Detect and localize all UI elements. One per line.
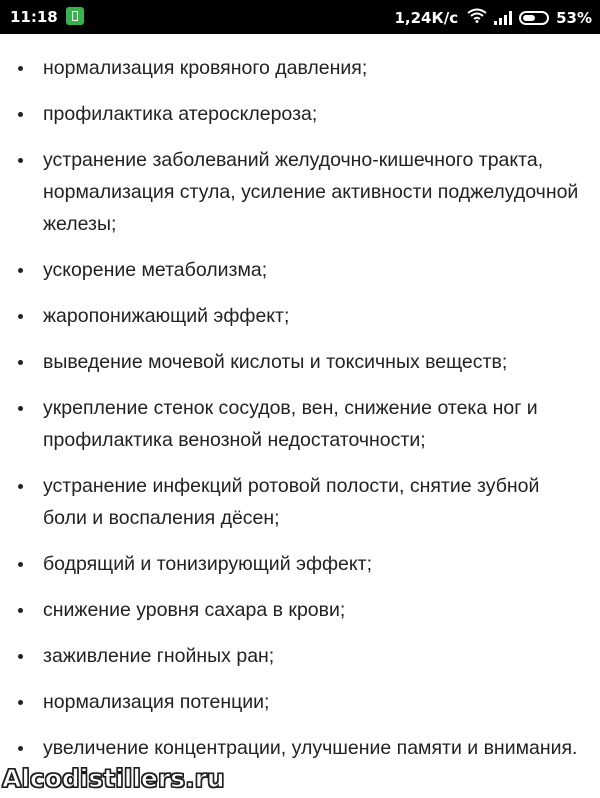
bullet-icon: [18, 112, 23, 117]
clock: 11:18: [10, 8, 58, 26]
article-content: [0, 52, 600, 778]
list-item: [0, 470, 600, 534]
bullet-icon: [18, 746, 23, 751]
list-item-text: устранение инфекций ротовой полости, снятие зубной боли и воспаления дёсен;: [43, 475, 540, 529]
list-item-text: жаропонижающий эффект;: [43, 305, 290, 327]
list-item-text: укрепление стенок сосудов, вен, снижение отека ног и профилактика венозной недостаточности;: [43, 397, 538, 451]
status-left: [10, 8, 84, 26]
bullet-icon: [18, 700, 23, 705]
bullet-icon: [18, 484, 23, 489]
list-item-text: нормализация кровяного давления;: [43, 57, 368, 79]
list-item: [0, 392, 600, 456]
list-item-text: снижение уровня сахара в крови;: [43, 599, 346, 621]
list-item-text: выведение мочевой кислоты и токсичных веществ;: [43, 351, 508, 373]
battery-icon: [519, 11, 549, 25]
bullet-icon: [18, 158, 23, 163]
list-item: [0, 98, 600, 130]
bullet-icon: [18, 360, 23, 365]
list-item-text: нормализация потенции;: [43, 691, 270, 713]
list-item: [0, 594, 600, 626]
list-item: [0, 686, 600, 718]
list-item: [0, 144, 600, 240]
status-right: [394, 8, 592, 27]
list-item: [0, 548, 600, 580]
list-item-text: устранение заболеваний желудочно-кишечного тракта, нормализация стула, усиление активности поджелудочной железы;: [43, 149, 579, 235]
list-item-text: бодрящий и тонизирующий эффект;: [43, 553, 372, 575]
list-item: [0, 640, 600, 672]
list-item: [0, 346, 600, 378]
bullet-icon: [18, 66, 23, 71]
list-item-text: профилактика атеросклероза;: [43, 103, 318, 125]
list-item: [0, 254, 600, 286]
bullet-icon: [18, 268, 23, 273]
battery-saver-icon: [66, 7, 84, 25]
watermark: Alcodistillers.ru: [2, 764, 225, 793]
list-item-text: заживление гнойных ран;: [43, 645, 275, 667]
battery-fill: [523, 15, 535, 21]
bullet-icon: [18, 654, 23, 659]
list-item-text: увеличение концентрации, улучшение памяти и внимания.: [43, 737, 578, 759]
bullet-icon: [18, 314, 23, 319]
list-item-text: ускорение метаболизма;: [43, 259, 268, 281]
signal-icon: [494, 11, 512, 25]
list-item: [0, 732, 600, 764]
bullet-icon: [18, 608, 23, 613]
network-speed: 1,24К/с: [394, 8, 459, 27]
bullet-icon: [18, 406, 23, 411]
wifi-icon: [467, 8, 487, 27]
list-item: [0, 300, 600, 332]
bullet-icon: [18, 562, 23, 567]
benefits-list: [0, 52, 600, 764]
status-bar: [0, 0, 600, 34]
list-item: [0, 52, 600, 84]
battery-percent: 53%: [556, 8, 592, 27]
